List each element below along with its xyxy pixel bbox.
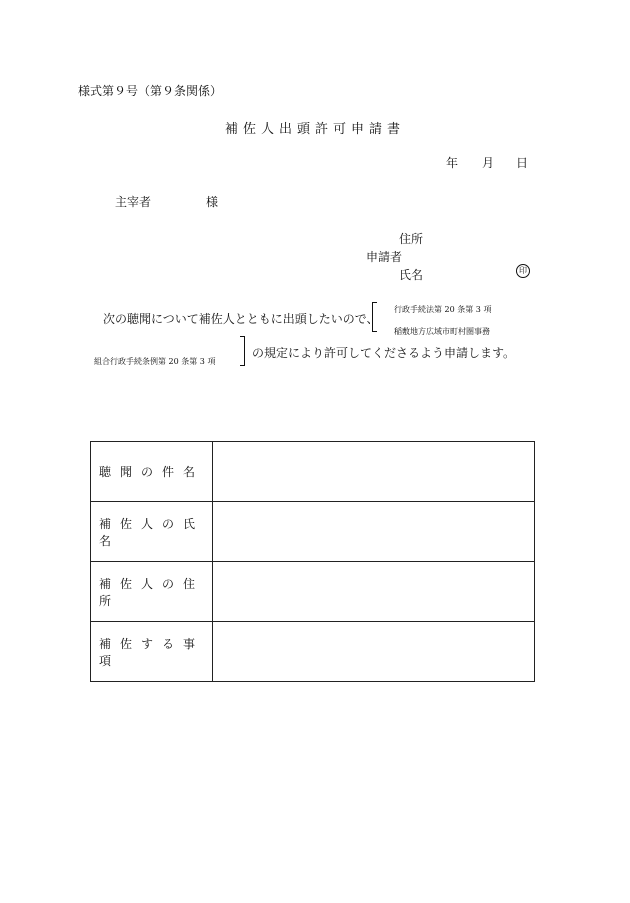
request-text-line2: の規定により許可してくださるよう申請します。: [252, 346, 516, 360]
law-option-3: 組合行政手続条例第 20 条第 3 項: [94, 357, 216, 366]
table-row: [91, 502, 535, 562]
application-details-table: [90, 441, 535, 682]
law-option-2: 稲敷地方広域市町村圏事務: [394, 327, 490, 336]
row-value[interactable]: [213, 502, 535, 562]
row-value[interactable]: [213, 562, 535, 622]
date-year-label: 年: [446, 156, 459, 170]
applicant-label: 申請者: [366, 250, 403, 264]
name-label: 氏名: [399, 268, 424, 282]
table-row: [91, 622, 535, 682]
date-day-label: 日: [516, 156, 529, 170]
address-label: 住所: [399, 232, 424, 246]
request-text-line1: 次の聴聞について補佐人とともに出頭したいので、: [103, 312, 379, 326]
row-value[interactable]: [213, 622, 535, 682]
left-bracket: [372, 302, 377, 332]
row-label: 補佐人の氏名: [91, 502, 213, 562]
seal-mark: 印: [516, 264, 530, 278]
addressee-role: 主宰者: [115, 195, 152, 209]
row-value[interactable]: [213, 442, 535, 502]
right-bracket: [240, 336, 245, 366]
form-number: 様式第９号（第９条関係）: [78, 84, 223, 98]
row-label: 聴聞の件名: [91, 442, 213, 502]
table-row: [91, 562, 535, 622]
table-row: [91, 442, 535, 502]
date-month-label: 月: [482, 156, 495, 170]
row-label: 補佐人の住所: [91, 562, 213, 622]
row-label: 補佐する事項: [91, 622, 213, 682]
law-option-1: 行政手続法第 20 条第 3 項: [394, 305, 492, 314]
document-title: 補佐人出頭許可申請書: [224, 122, 405, 137]
addressee-honorific: 様: [206, 195, 219, 209]
